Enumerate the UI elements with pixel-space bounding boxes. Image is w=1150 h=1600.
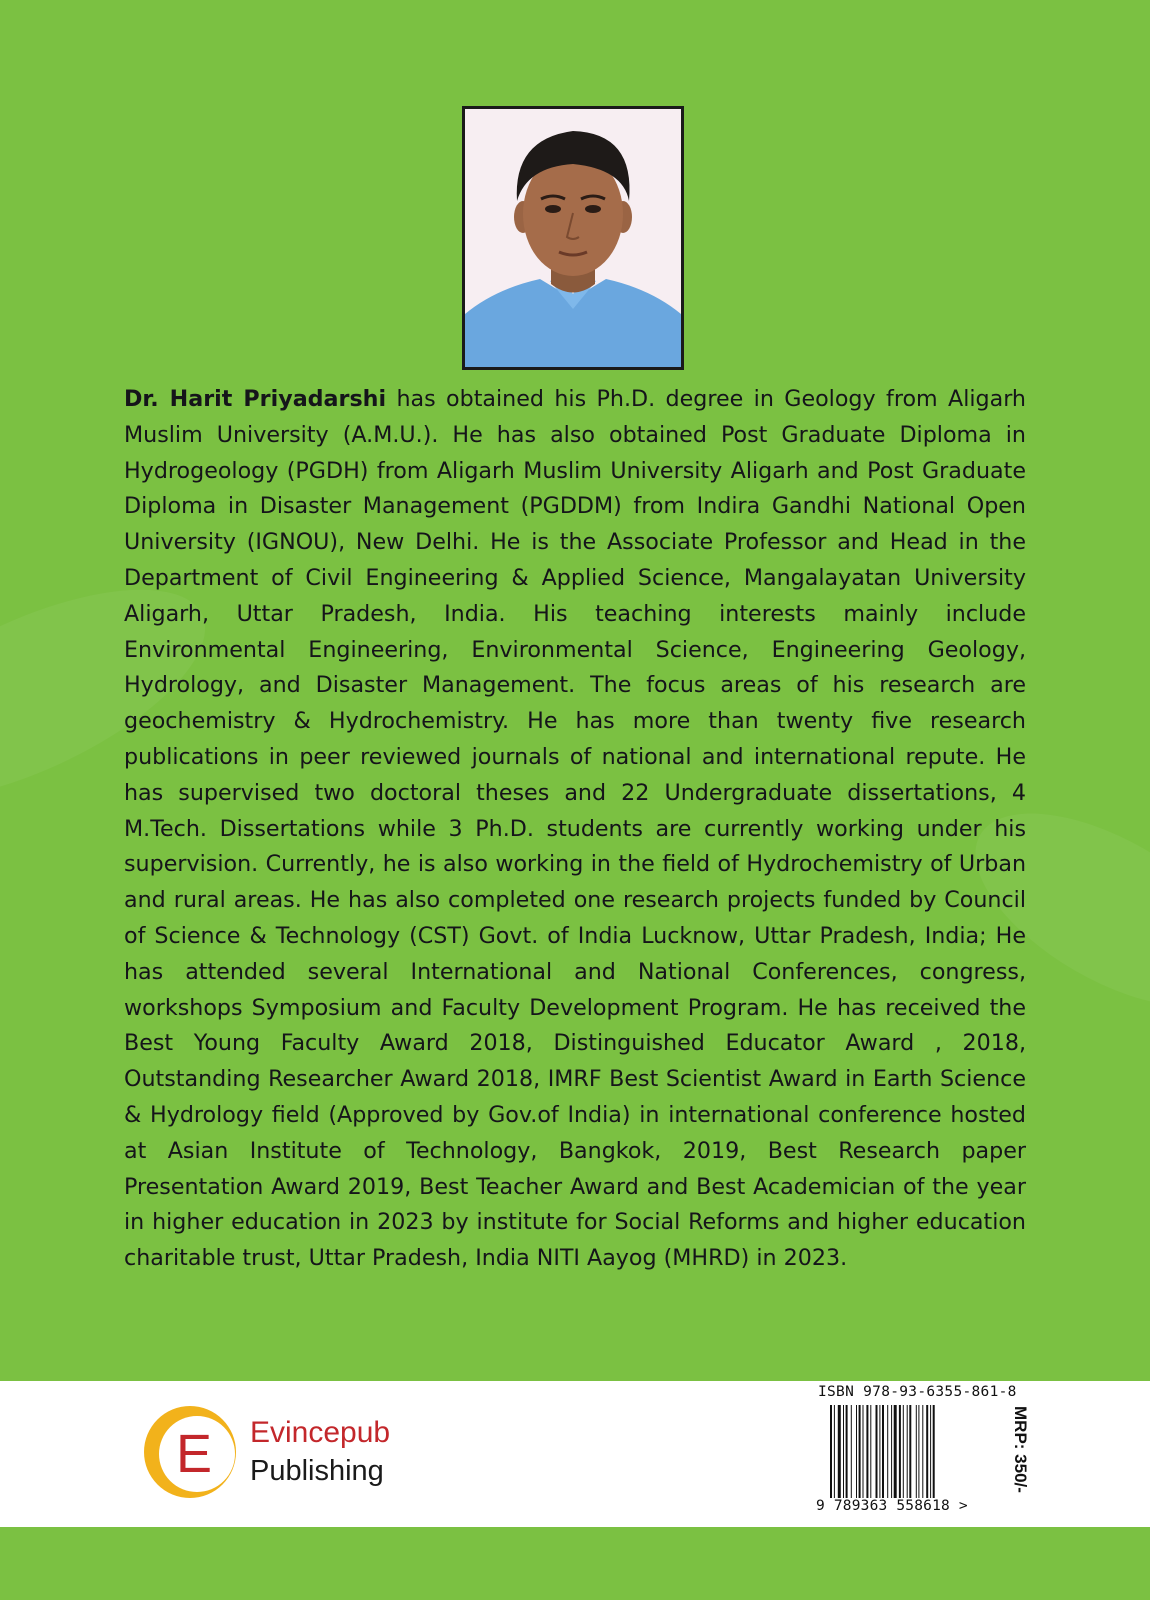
barcode-bar xyxy=(834,1405,835,1498)
barcode-bar xyxy=(926,1405,928,1498)
author-portrait-icon xyxy=(465,109,681,367)
barcode-bar xyxy=(879,1405,880,1498)
publisher-name-line1: Evincepub xyxy=(250,1416,391,1449)
barcode-bar xyxy=(930,1405,931,1498)
bio-text: has obtained his Ph.D. degree in Geology from Aligarh Muslim University (A.M.U.). He has also obtained Post Graduate Diploma in Hydrogeology (PGDH) from Aligarh Muslim University Aligarh and Post Graduate Diploma in Disaster Management (PGDDM) from Indira Gandhi National Open University (IGNOU), New Delhi. He is the Associate Professor and Head in the Department of Civil Engineering & Applied Science, Mangalayatan University Aligarh, Uttar Pradesh, India. His teaching interests mainly include Environmental Engineering, Environmental Science, Engineering Geology, Hydrology, and Disaster Management. The focus areas of his research are geochemistry & Hydrochemistry. He has more than twenty five research publications in peer reviewed journals of national and international repute. He has supervised two doctoral theses and 22 Undergraduate dissertations, 4 M.Tech. Dissertations while 3 Ph.D. students are currently working under his supervision. Currently, he is also working in the field of Hydrochemistry of Urban and rural areas. He has also completed one research projects funded by Council of Science & Technology (CST) Govt. of India Lucknow, Uttar Pradesh, India; He has attended several International and National Conferences, congress, workshops Symposium and Faculty Development Program. He has received the Best Young Faculty Award 2018, Distinguished Educator Award , 2018, Outstanding Researcher Award 2018, IMRF Best Scientist Award in Earth Science & Hydrology field (Approved by Gov.of India) in international conference hosted at Asian Institute of Technology, Bangkok, 2019, Best Research paper Presentation Award 2019, Best Teacher Award and Best Academician of the year in higher education in 2023 by institute for Social Reforms and higher education charitable trust, Uttar Pradesh, India NITI Aayog (MHRD) in 2023. xyxy=(124,386,1026,1272)
barcode-bar xyxy=(846,1405,848,1498)
footer-green-strip xyxy=(0,1527,1150,1600)
barcode-bar xyxy=(851,1405,852,1498)
barcode-bar xyxy=(830,1405,832,1498)
barcode-bar xyxy=(843,1405,844,1498)
barcode-bar xyxy=(899,1405,901,1498)
author-photo xyxy=(462,106,684,370)
barcode-bar xyxy=(866,1405,868,1498)
barcode-bar xyxy=(859,1405,861,1498)
barcode-bar xyxy=(922,1405,923,1498)
barcode-bar xyxy=(909,1405,911,1498)
barcode-bar xyxy=(887,1405,888,1498)
barcode-bar xyxy=(891,1405,892,1498)
barcode-bar xyxy=(894,1405,897,1498)
barcode-bar xyxy=(903,1405,904,1498)
barcode-bar xyxy=(916,1405,917,1498)
price-label: MRP: 350/- xyxy=(1011,1406,1030,1493)
barcode-bar xyxy=(870,1405,871,1498)
publisher-logo-icon xyxy=(140,1402,240,1502)
barcode-bar xyxy=(907,1405,908,1498)
barcode-bar xyxy=(918,1405,919,1498)
isbn-label: ISBN 978-93-6355-861-8 xyxy=(818,1384,1017,1400)
barcode-digits: 9 789363 558618 > xyxy=(816,1498,968,1514)
barcode-bar xyxy=(863,1405,864,1498)
barcode-bar xyxy=(933,1405,935,1498)
barcode-bar xyxy=(882,1405,884,1498)
barcode-bar xyxy=(838,1405,841,1498)
barcode-icon xyxy=(830,1405,970,1498)
author-name: Dr. Harit Priyadarshi xyxy=(124,386,387,412)
author-bio xyxy=(124,382,1026,1277)
logo-letter: E xyxy=(175,1424,213,1484)
barcode-bar xyxy=(856,1405,857,1498)
barcode-bar xyxy=(876,1405,878,1498)
publisher-name-line2: Publishing xyxy=(250,1455,384,1487)
